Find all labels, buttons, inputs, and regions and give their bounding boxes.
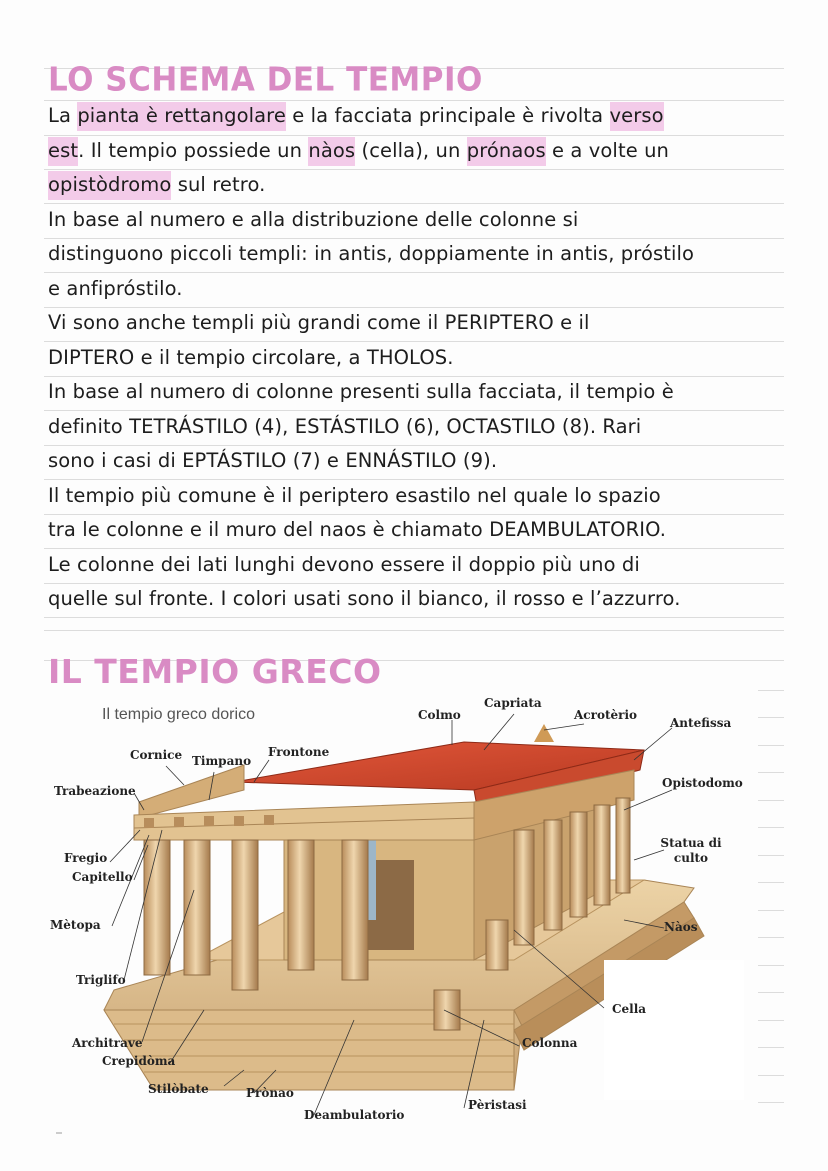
text-segment: Le colonne dei lati lunghi devono essere il doppio più uno di xyxy=(48,553,640,576)
highlighted-text: est xyxy=(48,137,78,166)
text-line xyxy=(48,277,183,300)
label-peristasi: Pèristasi xyxy=(468,1098,527,1112)
label-capitello: Capitello xyxy=(72,870,133,884)
label-trabeazione: Trabeazione xyxy=(54,784,136,798)
text-segment: sul retro. xyxy=(171,173,266,196)
label-cella: Cella xyxy=(612,1002,647,1016)
section-title-schema: LO SCHEMA DEL TEMPIO xyxy=(48,61,483,99)
text-line xyxy=(48,242,694,265)
highlighted-text: nàos xyxy=(308,137,355,166)
label-naos: Nàos xyxy=(664,920,698,934)
section-title-tempio-greco: IL TEMPIO GRECO xyxy=(48,652,382,691)
text-line xyxy=(48,449,497,472)
label-pronao: Prònao xyxy=(246,1086,294,1100)
text-line xyxy=(48,104,664,127)
label-timpano: Timpano xyxy=(192,754,252,768)
highlighted-text: opistòdromo xyxy=(48,171,171,200)
text-segment: Vi sono anche templi più grandi come il PERIPTERO e il xyxy=(48,311,590,334)
text-line xyxy=(48,553,640,576)
text-line xyxy=(48,346,454,369)
text-segment: e la facciata principale è rivolta xyxy=(285,104,610,127)
label-crepidoma: Crepidòma xyxy=(102,1054,176,1068)
page-marker xyxy=(56,1132,62,1134)
label-antefissa: Antefissa xyxy=(670,716,732,730)
label-colonna: Colonna xyxy=(522,1036,578,1050)
text-line xyxy=(48,518,666,541)
temple-illustration xyxy=(44,690,760,1130)
label-frontone: Frontone xyxy=(268,745,330,759)
label-capriata: Capriata xyxy=(484,696,542,710)
text-line xyxy=(48,380,674,403)
label-statua: Statua di culto xyxy=(660,836,722,865)
text-line xyxy=(48,173,265,196)
highlighted-text: verso xyxy=(610,102,664,131)
text-line xyxy=(48,208,578,231)
label-colmo: Colmo xyxy=(418,708,461,722)
text-line xyxy=(48,587,681,610)
highlighted-text: pianta è rettangolare xyxy=(77,102,286,131)
text-segment: quelle sul fronte. I colori usati sono il bianco, il rosso e l’azzurro. xyxy=(48,587,681,610)
text-segment: DIPTERO e il tempio circolare, a THOLOS. xyxy=(48,346,454,369)
text-line xyxy=(48,415,641,438)
text-line xyxy=(48,139,669,162)
text-segment: sono i casi di EPTÁSTILO (7) e ENNÁSTILO (9). xyxy=(48,449,498,472)
text-segment: e anfipróstilo. xyxy=(48,277,183,300)
label-fregio: Fregio xyxy=(64,851,108,865)
text-segment: (cella), un xyxy=(355,139,467,162)
label-metopa: Mètopa xyxy=(50,918,101,932)
text-line xyxy=(48,311,590,334)
text-segment: La xyxy=(48,104,78,127)
label-deambulatorio: Deambulatorio xyxy=(304,1108,405,1122)
text-segment: In base al numero di colonne presenti sulla facciata, il tempio è xyxy=(48,380,674,403)
text-segment: definito TETRÁSTILO (4), ESTÁSTILO (6), OCTASTILO (8). Rari xyxy=(48,415,642,438)
text-line xyxy=(48,484,661,507)
text-segment: tra le colonne e il muro del naos è chiamato DEAMBULATORIO. xyxy=(48,518,667,541)
text-segment: e a volte un xyxy=(545,139,670,162)
text-segment: Il tempio più comune è il periptero esastilo nel quale lo spazio xyxy=(48,484,661,507)
highlighted-text: prónaos xyxy=(467,137,546,166)
label-architrave: Architrave xyxy=(72,1036,143,1050)
text-segment: . Il tempio possiede un xyxy=(78,139,309,162)
label-opistodomo: Opistodomo xyxy=(662,776,743,790)
figure-title: Il tempio greco dorico xyxy=(102,706,255,723)
text-segment: In base al numero e alla distribuzione delle colonne si xyxy=(48,208,579,231)
text-segment: distinguono piccoli templi: in antis, doppiamente in antis, próstilo xyxy=(48,242,695,265)
label-triglifo: Triglifo xyxy=(76,973,126,987)
label-stilobate: Stilòbate xyxy=(148,1082,209,1096)
label-acroterio: Acrotèrio xyxy=(574,708,638,722)
label-cornice: Cornice xyxy=(130,748,183,762)
